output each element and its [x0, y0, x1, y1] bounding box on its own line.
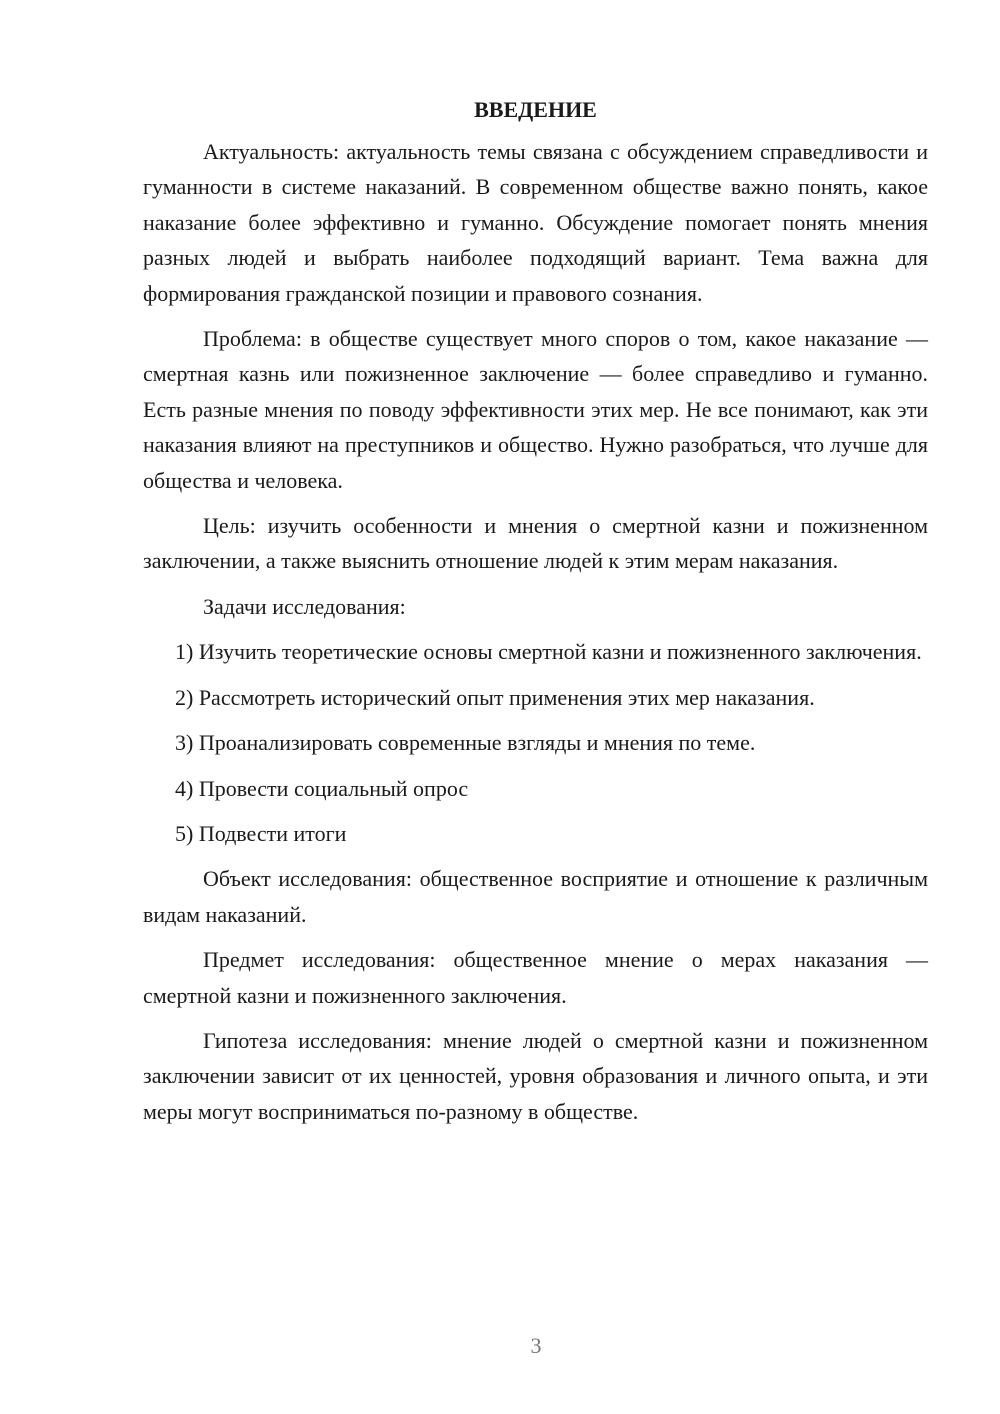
page-number: 3	[530, 1333, 542, 1358]
paragraph-hypothesis: Гипотеза исследования: мнение людей о смертной казни и пожизненном заключении зависит от их ценностей, уровня образования и личного опыта, и эти меры могут восприниматься по-разному в обществе.	[143, 1027, 928, 1124]
tasks-heading: Задачи исследования:	[203, 593, 406, 619]
paragraph-goal: Цель: изучить особенности и мнения о смертной казни и пожизненном заключении, а также выяснить отношение людей к этим мерам наказания.	[143, 513, 928, 574]
paragraph-problem: Проблема: в обществе существует много споров о том, какое наказание — смертная казнь или пожизненное заключение — более справедливо и гуманно. Есть разные мнения по поводу эффективности этих мер. Не все понимают, как эти наказания влияют на преступников и общество. Нужно разобраться, что лучше для общества и человека.	[143, 326, 928, 493]
list-item: 2) Рассмотреть исторический опыт применения этих мер наказания.	[175, 684, 815, 710]
list-item: 1) Изучить теоретические основы смертной казни и пожизненного заключения.	[175, 639, 922, 665]
list-item: 4) Провести социальный опрос	[175, 775, 469, 801]
paragraph-object: Объект исследования: общественное восприятие и отношение к различным видам наказаний.	[143, 866, 928, 927]
section-title: ВВЕДЕНИЕ	[474, 97, 597, 122]
tasks-list	[143, 634, 928, 851]
paragraph-subject: Предмет исследования: общественное мнение о мерах наказания — смертной казни и пожизненного заключения.	[143, 947, 928, 1008]
paragraph-relevance: Актуальность: актуальность темы связана с обсуждением справедливости и гуманности в системе наказаний. В современном обществе важно понять, какое наказание более эффективно и гуманно. Обсуждение помогает понять мнения разных людей и выбрать наиболее подходящий вариант. Тема важна для формирования гражданской позиции и правового сознания.	[143, 139, 928, 306]
list-item: 3) Проанализировать современные взгляды и мнения по теме.	[175, 730, 756, 756]
document-page	[143, 92, 928, 1139]
list-item: 5) Подвести итоги	[175, 820, 347, 846]
